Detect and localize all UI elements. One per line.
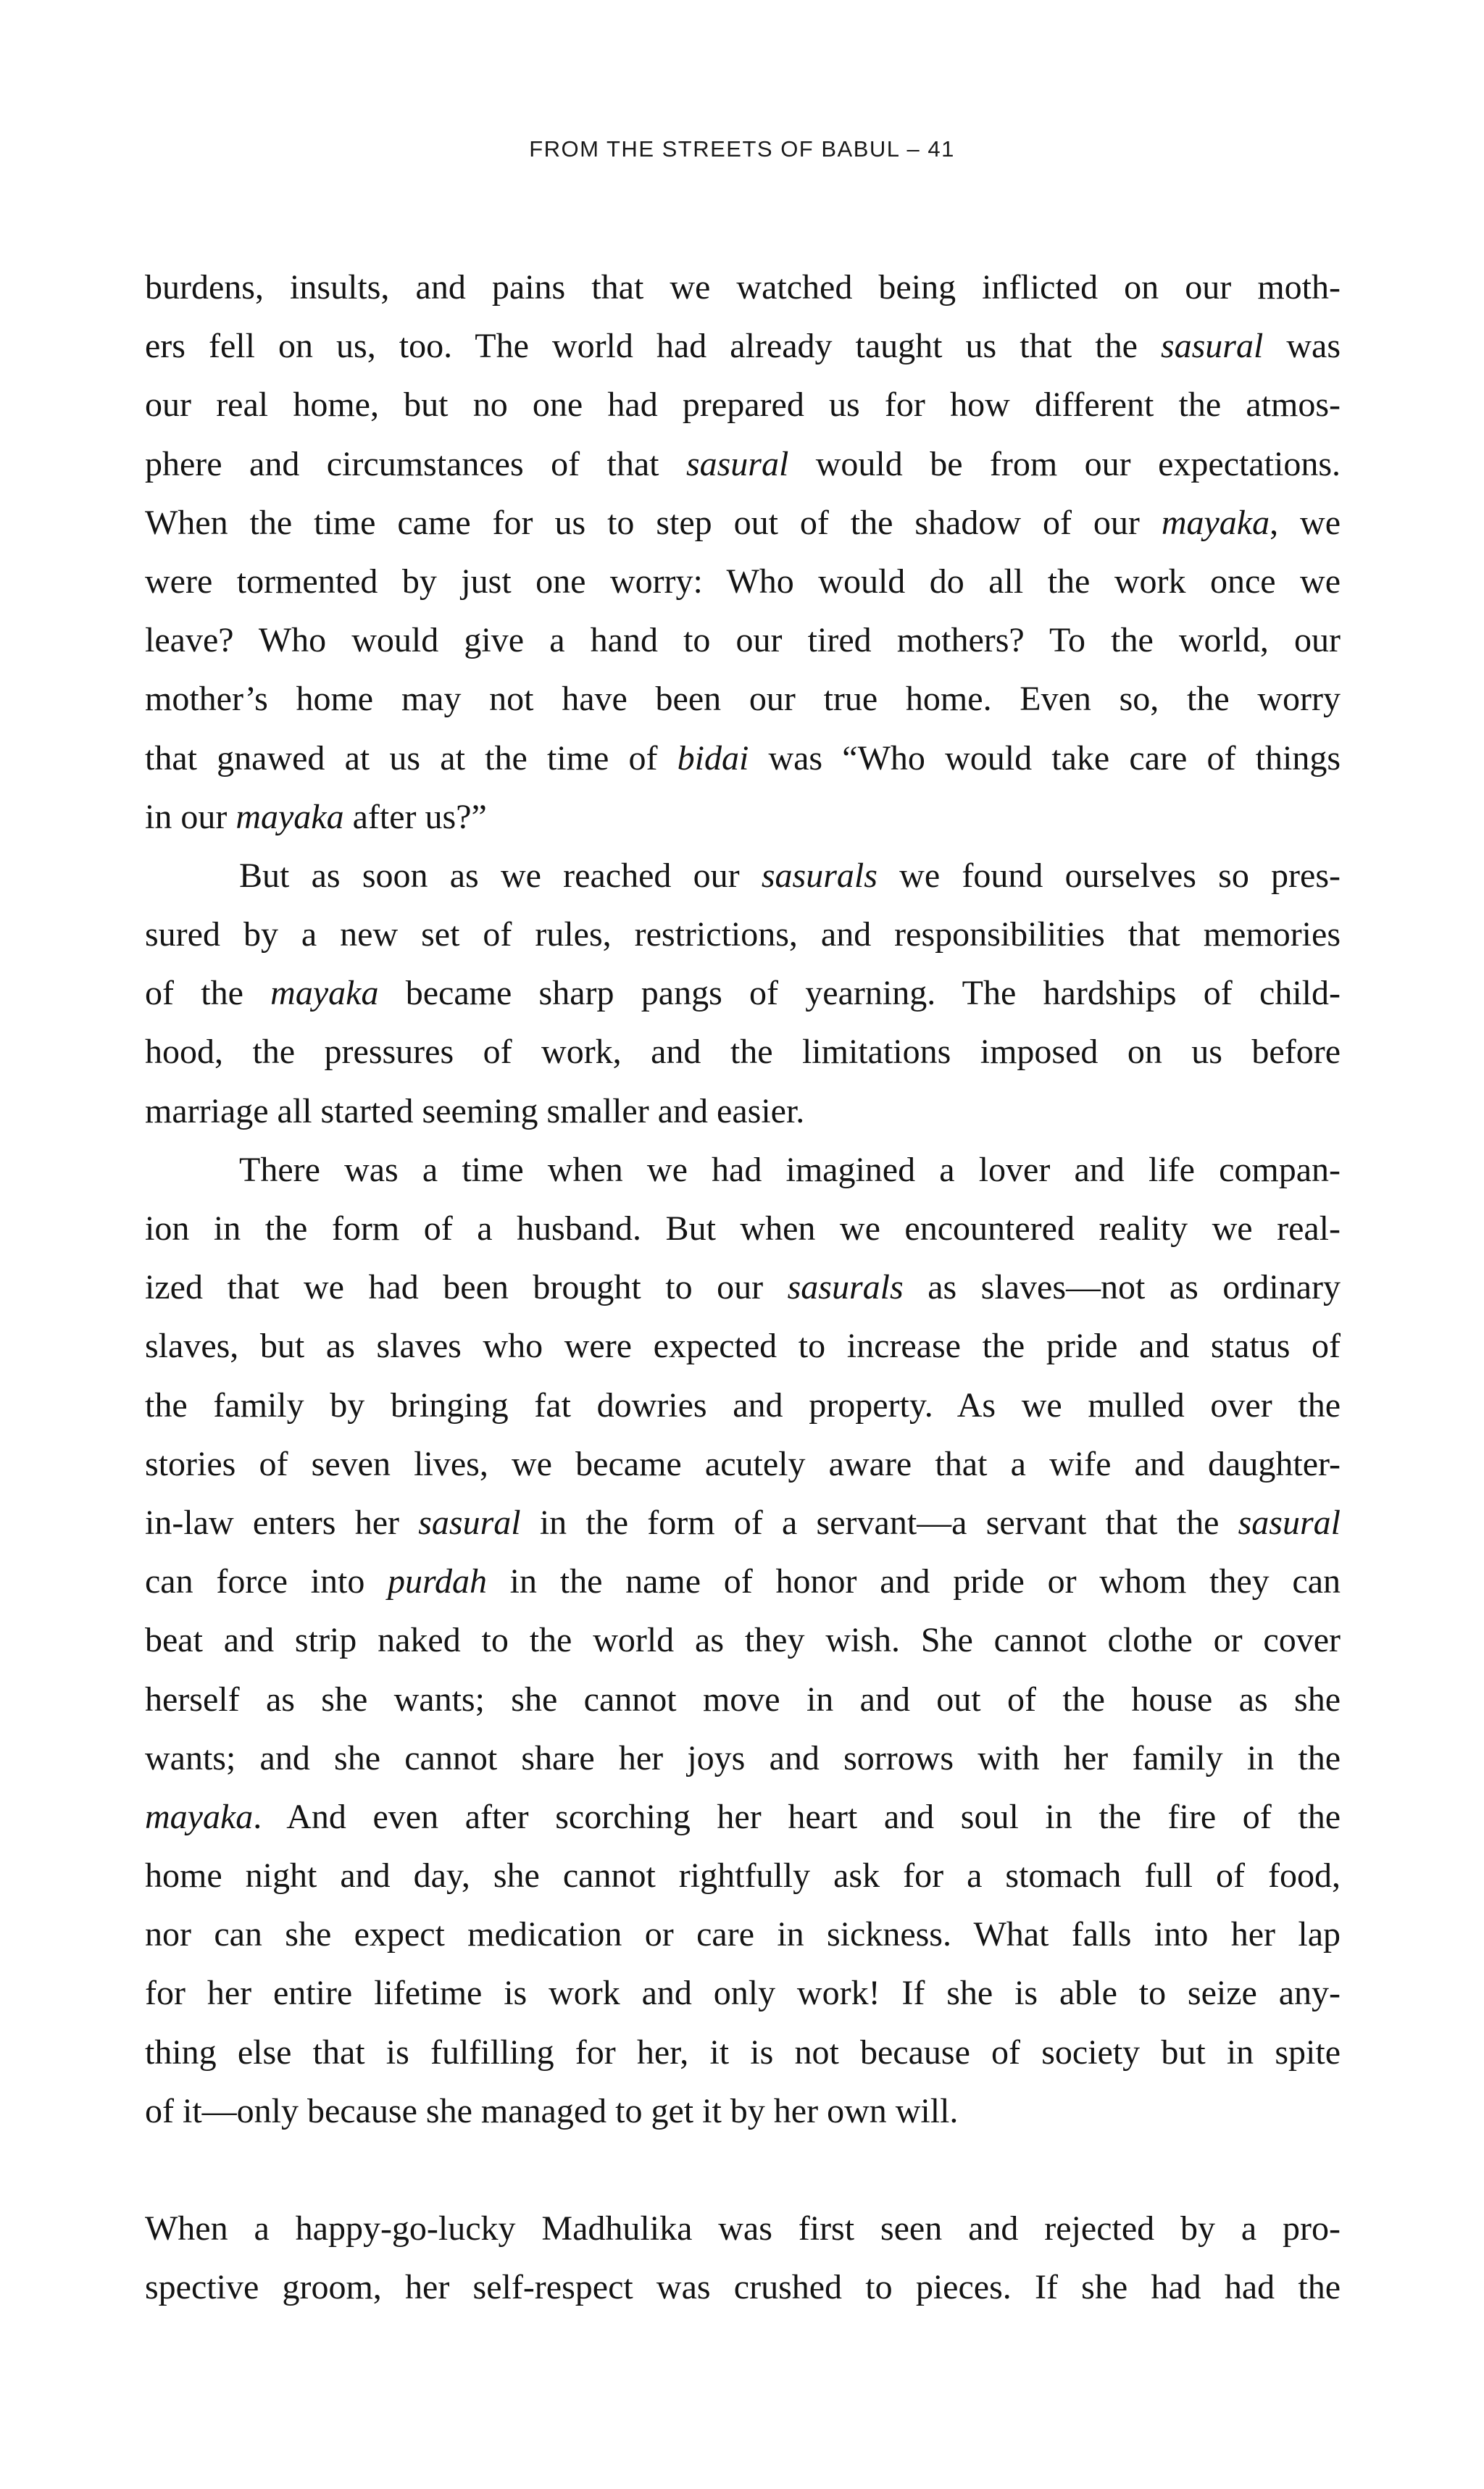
text-line xyxy=(145,1846,1341,1905)
text-line xyxy=(145,552,1341,611)
text-run: phere and circumstances of that xyxy=(145,444,686,483)
text-line xyxy=(145,1611,1341,1669)
text-run: slaves, but as slaves who were expected to increase the pride and status of xyxy=(145,1327,1341,1366)
text-run: was “Who would take care of things xyxy=(749,738,1341,777)
text-line xyxy=(145,1082,1341,1141)
text-run: ized that we had been brought to our xyxy=(145,1268,788,1307)
italic-term: sasural xyxy=(418,1503,521,1542)
text-line xyxy=(145,1258,1341,1317)
text-line xyxy=(145,1022,1341,1081)
text-run: ion in the form of a husband. But when we encountered reality we real- xyxy=(145,1209,1341,1248)
running-head: FROM THE STREETS OF BABUL – 41 xyxy=(529,136,955,162)
italic-term: mayaka xyxy=(145,1797,254,1836)
text-run: . And even after scorching her heart and soul in the fire of the xyxy=(253,1797,1341,1836)
italic-term: sasural xyxy=(1160,327,1264,366)
text-run: nor can she expect medication or care in sickness. What falls into her lap xyxy=(145,1915,1341,1954)
text-run: home night and day, she cannot rightfully ask for a stomach full of food, xyxy=(145,1856,1341,1896)
text-run: leave? Who would give a hand to our tired mothers? To the world, our xyxy=(145,621,1341,660)
text-run: for her entire lifetime is work and only work! If she is able to seize any- xyxy=(145,1974,1341,2013)
text-run: the family by bringing fat dowries and property. As we mulled over the xyxy=(145,1385,1341,1425)
text-line xyxy=(145,2258,1341,2317)
text-line xyxy=(145,317,1341,375)
text-line xyxy=(145,1199,1341,1258)
text-line xyxy=(145,611,1341,670)
text-run: in our xyxy=(145,797,236,836)
text-line xyxy=(145,2082,1341,2140)
text-run: would be from our expectations. xyxy=(788,444,1341,483)
text-run: in the name of honor and pride or whom they can xyxy=(486,1562,1341,1601)
text-line xyxy=(145,375,1341,434)
text-run: can force into xyxy=(145,1562,388,1601)
text-run: that gnawed at us at the time of xyxy=(145,738,678,777)
text-line xyxy=(145,1317,1341,1375)
paragraph-gap xyxy=(145,2140,1341,2199)
italic-term: mayaka xyxy=(235,797,344,836)
text-run: thing else that is fulfilling for her, it is not because of society but in spite xyxy=(145,2033,1341,2072)
text-line xyxy=(145,1670,1341,1729)
italic-term: sasurals xyxy=(761,856,878,895)
text-line xyxy=(145,1141,1341,1199)
text-run: as slaves—not as ordinary xyxy=(903,1268,1341,1307)
text-line xyxy=(145,435,1341,493)
text-run: wants; and she cannot share her joys and sorrows with her family in the xyxy=(145,1738,1341,1777)
text-run: When the time came for us to step out of the shadow of our xyxy=(145,503,1162,542)
italic-term: sasural xyxy=(1238,1503,1341,1542)
text-run: was xyxy=(1263,327,1341,366)
text-line xyxy=(145,964,1341,1022)
text-run: stories of seven lives, we became acutely aware that a wife and daughter- xyxy=(145,1444,1341,1483)
text-line xyxy=(145,729,1341,788)
italic-term: sasurals xyxy=(787,1268,904,1307)
text-run: became sharp pangs of yearning. The hardships of child- xyxy=(378,974,1341,1013)
text-line xyxy=(145,788,1341,846)
text-line xyxy=(145,258,1341,317)
text-line xyxy=(145,1435,1341,1493)
text-run: herself as she wants; she cannot move in and out of the house as she xyxy=(145,1680,1341,1719)
italic-term: sasural xyxy=(685,444,789,483)
text-run: were tormented by just one worry: Who would do all the work once we xyxy=(145,562,1341,601)
text-line xyxy=(145,846,1341,905)
italic-term: purdah xyxy=(388,1562,487,1601)
text-line xyxy=(145,2199,1341,2258)
text-line xyxy=(145,493,1341,552)
text-run: spective groom, her self-respect was crushed to pieces. If she had had the xyxy=(145,2268,1341,2307)
text-run: , we xyxy=(1270,503,1341,542)
text-run: marriage all started seeming smaller and easier. xyxy=(145,1091,805,1130)
text-run: burdens, insults, and pains that we watched being inflicted on our moth- xyxy=(145,268,1341,307)
text-line xyxy=(145,1552,1341,1611)
text-line xyxy=(145,1729,1341,1788)
text-run: in-law enters her xyxy=(145,1503,419,1542)
text-line xyxy=(145,2023,1341,2082)
text-line xyxy=(145,905,1341,964)
text-run: mother’s home may not have been our true home. Even so, the worry xyxy=(145,680,1341,719)
text-line xyxy=(145,1905,1341,1964)
text-run: in the form of a servant—a servant that the xyxy=(520,1503,1238,1542)
text-line xyxy=(145,670,1341,728)
text-run: of the xyxy=(145,974,271,1013)
italic-term: bidai xyxy=(677,738,749,777)
text-run: beat and strip naked to the world as they wish. She cannot clothe or cover xyxy=(145,1621,1341,1660)
italic-term: mayaka xyxy=(270,974,379,1013)
text-run: When a happy-go-lucky Madhulika was first seen and rejected by a pro- xyxy=(145,2209,1341,2248)
text-run: There was a time when we had imagined a lover and life compan- xyxy=(239,1150,1341,1189)
text-line xyxy=(145,1376,1341,1435)
text-run: we found ourselves so pres- xyxy=(877,856,1341,895)
text-run: But as soon as we reached our xyxy=(239,856,762,895)
text-run: sured by a new set of rules, restrictions, and responsibilities that memories xyxy=(145,915,1341,954)
text-run: ers fell on us, too. The world had already taught us that the xyxy=(145,327,1161,366)
text-run: hood, the pressures of work, and the limitations imposed on us before xyxy=(145,1033,1341,1072)
text-run: our real home, but no one had prepared us for how different the atmos- xyxy=(145,385,1341,425)
body-text xyxy=(145,258,1341,2317)
text-run: after us?” xyxy=(343,797,487,836)
text-line xyxy=(145,1788,1341,1846)
text-line xyxy=(145,1964,1341,2022)
text-run: of it—only because she managed to get it by her own will. xyxy=(145,2091,959,2130)
italic-term: mayaka xyxy=(1161,503,1270,542)
text-line xyxy=(145,1493,1341,1552)
